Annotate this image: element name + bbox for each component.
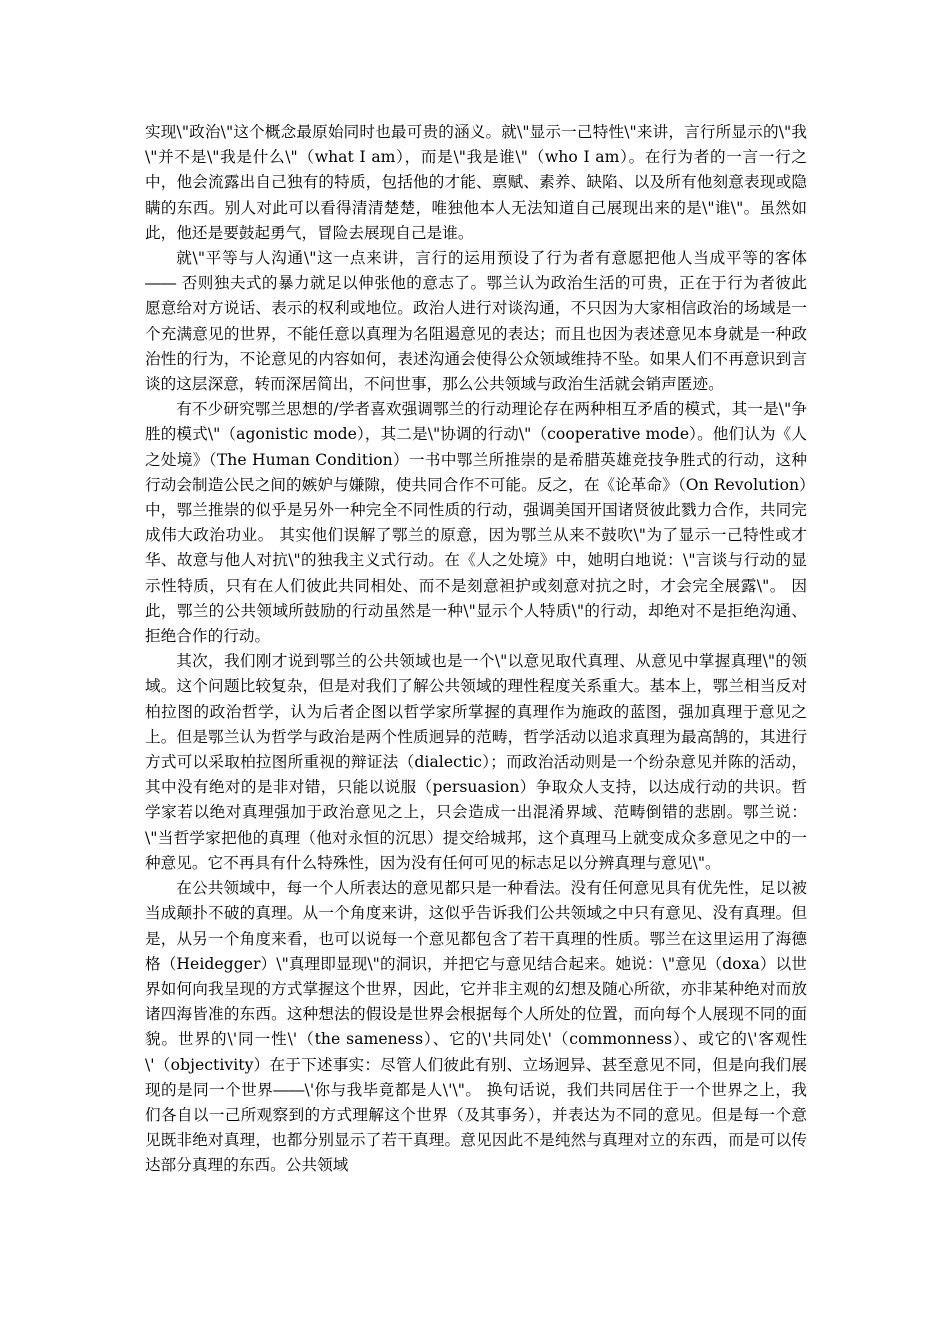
document-body bbox=[145, 120, 807, 1179]
paragraph-continuation: 实现\"政治\"这个概念最原始同时也最可贵的涵义。就\"显示一己特性\"来讲，言行所显示的\"我\"并不是\"我是什么\"（what I am），而是\"我是谁\"（who I am）。在行为者的一言一行之中，他会流露出自己独有的特质，包括他的才能、禀赋、素养、缺陷、以及所有他刻意表现或隐瞒的东西。别人对此可以看得清清楚楚，唯独他本人无法知道自己展现出来的是\"谁\"。虽然如此，他还是要鼓起勇气，冒险去展现自己是谁。 bbox=[145, 123, 807, 242]
paragraph-action-modes: 有不少研究鄂兰思想的/学者喜欢强调鄂兰的行动理论存在两种相互矛盾的模式，其一是\"争胜的模式\"（agonistic mode），其二是\"协调的行动\"（cooperative mode）。他们认为《人之处境》（The Human Condition）一书中鄂兰所推崇的是希腊英雄竞技争胜式的行动，这种行动会制造公民之间的嫉妒与嫌隙，使共同合作不可能。反之，在《论革命》（On Revolution）中，鄂兰推崇的似乎是另外一种完全不同性质的行动，强调美国开国诸贤彼此戮力合作，共同完成伟大政治功业。 其实他们误解了鄂兰的原意，因为鄂兰从来不鼓吹\"为了显示一己特性或才华、故意与他人对抗\"的独我主义式行动。在《人之处境》中，她明白地说：\"言谈与行动的显示性特质，只有在人们彼此共同相处、而不是刻意袒护或刻意对抗之时，才会完全展露\"。 因此，鄂兰的公共领域所鼓励的行动虽然是一种\"显示个人特质\"的行动，却绝对不是拒绝沟通、拒绝合作的行动。 bbox=[145, 400, 807, 646]
paragraph-opinion-truth: 其次，我们刚才说到鄂兰的公共领域也是一个\"以意见取代真理、从意见中掌握真理\"的领域。这个问题比较复杂，但是对我们了解公共领域的理性程度关系重大。基本上，鄂兰相当反对柏拉图的政治哲学，认为后者企图以哲学家所掌握的真理作为施政的蓝图，强加真理于意见之上。但是鄂兰认为哲学与政治是两个性质迥异的范畴，哲学活动以追求真理为最高鹄的，其进行方式可以采取柏拉图所重视的辩证法（dialectic）；而政治活动则是一个纷杂意见并陈的活动，其中没有绝对的是非对错，只能以说服（persuasion）争取众人支持，以达成行动的共识。哲学家若以绝对真理强加于政治意见之上，只会造成一出混淆界域、范畴倒错的悲剧。鄂兰说：\"当哲学家把他的真理（他对永恒的沉思）提交给城邦，这个真理马上就变成众多意见之中的一种意见。它不再具有什么特殊性，因为没有任何可见的标志足以分辨真理与意见\"。 bbox=[145, 652, 807, 872]
paragraph-public-realm-opinion: 在公共领域中，每一个人所表达的意见都只是一种看法。没有任何意见具有优先性，足以被当成颠扑不破的真理。从一个角度来讲，这似乎告诉我们公共领域之中只有意见、没有真理。但是，从另一个角度来看，也可以说每一个意见都包含了若干真理的性质。鄂兰在这里运用了海德格（Heidegger）\"真理即显现\"的洞识，并把它与意见结合起来。她说：\"意见（doxa）以世界如何向我呈现的方式掌握这个世界，因此，它并非主观的幻想及随心所欲，亦非某种绝对而放诸四海皆准的东西。这种想法的假设是世界会根据每个人所处的位置，而向每个人展现不同的面貌。世界的\'同一性\'（the sameness）、它的\'共同处\'（commonness）、或它的\'客观性\'（objectivity）在于下述事实：尽管人们彼此有别、立场迥异、甚至意见不同，但是向我们展现的是同一个世界――\'你与我毕竟都是人\'\"。 换句话说，我们共同居住于一个世界之上，我们各自以一己所观察到的方式理解这个世界（及其事务），并表达为不同的意见。但是每一个意见既非绝对真理，也都分别显示了若干真理。意见因此不是纯然与真理对立的东西，而是可以传达部分真理的东西。公共领域 bbox=[145, 879, 807, 1175]
paragraph-equality-communication: 就\"平等与人沟通\"这一点来讲，言行的运用预设了行为者有意愿把他人当成平等的客体 ―― 否则独夫式的暴力就足以伸张他的意志了。鄂兰认为政治生活的可贵，正在于行为者彼此愿意给对方说话、表示的权利或地位。政治人进行对谈沟通，不只因为大家相信政治的场域是一个充满意见的世界，不能任意以真理为名阻遏意见的表达；而且也因为表述意见本身就是一种政治性的行为，不论意见的内容如何，表述沟通会使得公众领域维持不坠。如果人们不再意识到言谈的这层深意，转而深居简出，不问世事，那么公共领域与政治生活就会销声匿迹。 bbox=[145, 249, 807, 394]
